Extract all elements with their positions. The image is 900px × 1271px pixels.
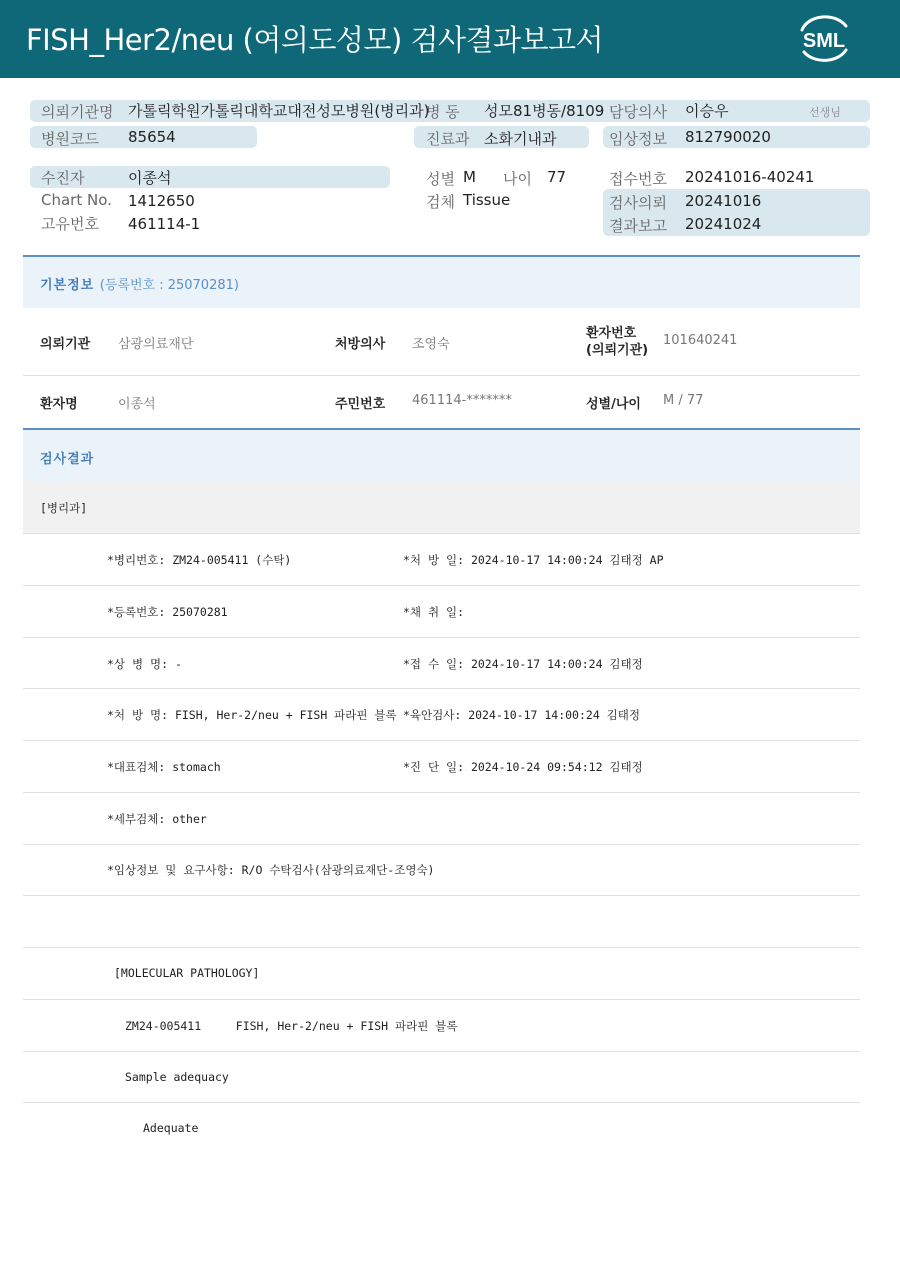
receipt-label: 접수번호 [609,170,667,188]
chart-label: Chart No. [41,191,112,209]
age-label: 나이 [503,170,532,188]
hospital-code-label: 병원코드 [41,130,99,148]
report-label: 결과보고 [609,217,667,235]
results-header [23,428,860,482]
req-inst-value: 삼광의료재단 [118,337,194,352]
pat-no-label-line1: 환자번호 [586,326,637,341]
request-value: 20241016 [685,192,762,210]
pat-no-label-line2: (의뢰기관) [586,343,649,358]
specimen-label: 검체 [426,193,455,211]
mol-line-row [23,1000,860,1052]
result-right-1: *처 방 일: 2024-10-17 14:00:24 김태정 AP [403,553,664,567]
sml-logo [792,10,856,68]
resident-label: 주민번호 [335,397,386,412]
result-right-2: *채 취 일: [403,605,465,619]
resident-value: 461114-******* [412,393,512,408]
results-dept: [병리과] [40,501,88,515]
sexage-value: M / 77 [663,393,704,408]
age-value: 77 [547,168,567,186]
doctor-suffix: 선생님 [809,106,841,119]
req-inst-label: 의뢰기관 [40,337,91,352]
doctor-label: 담당의사 [609,103,667,121]
mol-heading-row [23,948,860,1000]
result-left-5: *대표검체: stomach [107,760,221,774]
sample-adequacy-row [23,1052,860,1103]
basic-info-heading: 기본정보 [40,278,95,293]
clinical-label: 임상정보 [609,130,667,148]
result-row-3 [23,638,860,689]
institution-label: 의뢰기관명 [41,103,114,121]
sex-value: M [463,168,476,186]
specimen-value: Tissue [463,191,511,209]
unique-value: 461114-1 [128,215,201,233]
sexage-label: 성별/나이 [586,397,641,412]
pat-name-value: 이종석 [118,397,156,412]
registration-number: (등록번호 : 25070281) [99,278,239,293]
mol-heading: [MOLECULAR PATHOLOGY] [114,966,260,980]
presc-doc-label: 처방의사 [335,337,386,352]
result-right-5: *진 단 일: 2024-10-24 09:54:12 김태정 [403,760,643,774]
result-left-2: *등록번호: 25070281 [107,605,228,619]
report-title: FISH_Her2/neu (여의도성모) 검사결과보고서 [26,23,604,57]
result-left-4: *처 방 명: FISH, Her-2/neu + FISH 파라핀 블록 [107,708,397,722]
patient-value: 이종석 [128,169,172,187]
result-right-3: *접 수 일: 2024-10-17 14:00:24 김태정 [403,657,643,671]
result-row-7 [23,845,860,896]
patient-label: 수진자 [41,169,85,187]
result-left-7: *임상정보 및 요구사항: R/O 수탁검사(삼광의료재단-조영숙) [107,863,435,877]
receipt-value: 20241016-40241 [685,168,815,186]
result-row-blank [23,896,860,948]
chart-value: 1412650 [128,192,195,210]
results-heading: 검사결과 [40,452,95,467]
result-right-4: *육안검사: 2024-10-17 14:00:24 김태정 [403,708,641,722]
doctor-value: 이승우 [685,102,729,120]
institution-value: 가톨릭학원가톨릭대학교대전성모병원(병리과) [128,102,430,120]
pat-no-label [586,325,648,359]
result-row-2 [23,586,860,638]
ward-value: 성모81병동/8109 [484,102,605,120]
pat-name-label: 환자명 [40,397,78,412]
result-row-1 [23,534,860,586]
result-row-5 [23,741,860,793]
basic-info-row-2 [23,376,860,428]
sex-label: 성별 [426,170,455,188]
basic-info-row-1 [23,308,860,376]
result-left-3: *상 병 명: - [107,657,182,671]
ward-label: 병 동 [426,103,460,121]
dept-value: 소화기내과 [484,130,557,148]
result-row-6 [23,793,860,845]
pat-no-value: 101640241 [663,333,738,348]
result-left-1: *병리번호: ZM24-005411 (수탁) [107,553,292,567]
mol-line: ZM24-005411 FISH, Her-2/neu + FISH 파라핀 블록 [125,1019,458,1033]
basic-info-header [23,255,860,308]
logo-text: SML [802,30,846,52]
report-header [0,0,900,78]
sample-adequacy-value: Adequate [143,1121,199,1135]
request-label: 검사의뢰 [609,194,667,212]
presc-doc-value: 조영숙 [412,337,450,352]
clinical-value: 812790020 [685,128,771,146]
report-value: 20241024 [685,215,762,233]
hospital-code-value: 85654 [128,128,176,146]
result-row-4 [23,689,860,741]
result-left-6: *세부검체: other [107,812,207,826]
dept-label: 진료과 [426,130,470,148]
sample-adequacy-label: Sample adequacy [125,1070,229,1084]
unique-label: 고유번호 [41,215,99,233]
results-dept-row [23,482,860,534]
